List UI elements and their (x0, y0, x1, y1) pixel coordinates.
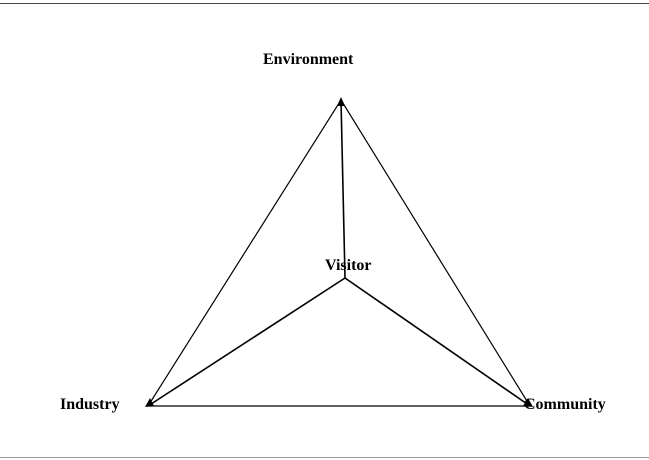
node-label-industry: Industry (60, 396, 120, 413)
edge-visitor-industry (148, 278, 345, 406)
edge-visitor-community (345, 278, 530, 406)
node-label-visitor: Visitor (325, 257, 372, 274)
edge-environment-industry (148, 100, 341, 406)
edge-visitor-environment (341, 100, 345, 278)
edge-environment-community (341, 100, 530, 406)
arrowhead-environment (337, 97, 345, 106)
node-label-community: Community (524, 396, 606, 413)
node-label-environment: Environment (263, 51, 354, 68)
